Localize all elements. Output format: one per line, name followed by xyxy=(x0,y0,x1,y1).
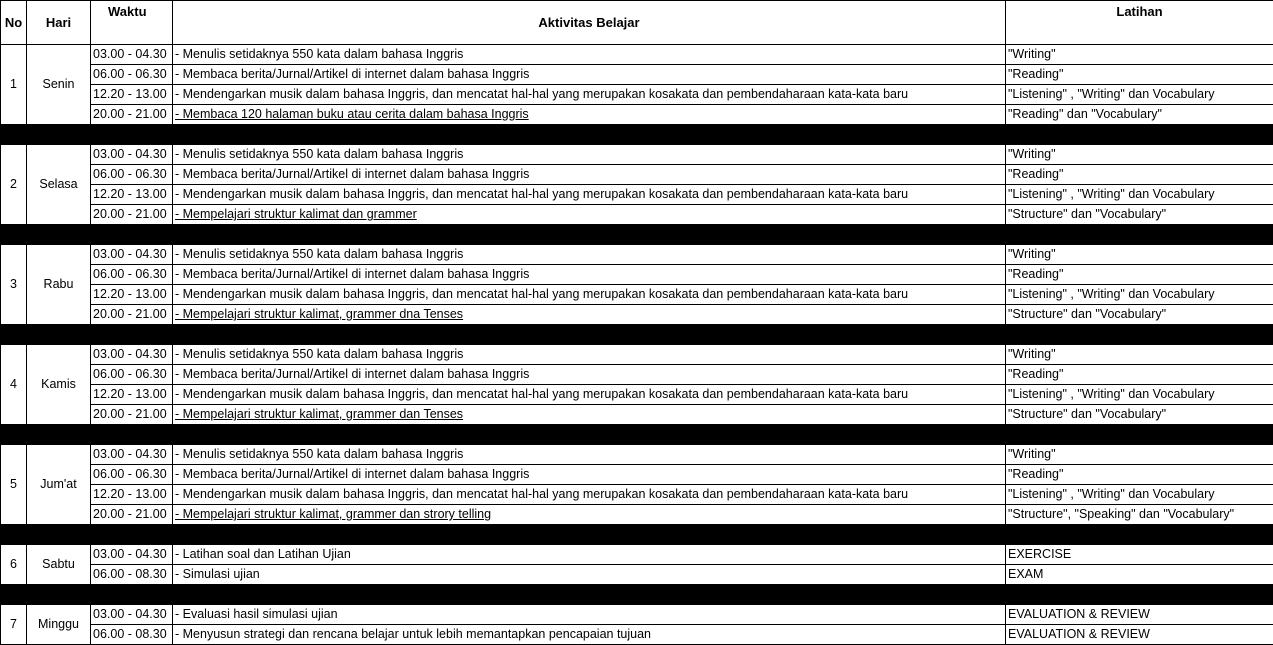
separator-bar xyxy=(1,585,1273,605)
activity-cell: - Membaca berita/Jurnal/Artikel di internet dalam bahasa Inggris xyxy=(173,365,1006,385)
table-row xyxy=(1,485,1273,505)
time-cell: 03.00 - 04.30 xyxy=(91,345,173,365)
exercise-cell: "Reading" xyxy=(1006,165,1273,185)
time-cell: 20.00 - 21.00 xyxy=(91,205,173,225)
table-row xyxy=(1,625,1273,645)
table-row xyxy=(1,445,1273,465)
exercise-cell: "Writing" xyxy=(1006,345,1273,365)
day-number: 3 xyxy=(1,245,27,325)
exercise-cell: "Writing" xyxy=(1006,245,1273,265)
table-row xyxy=(1,205,1273,225)
activity-cell xyxy=(173,205,1006,225)
activity-cell: - Menulis setidaknya 550 kata dalam bahasa Inggris xyxy=(173,245,1006,265)
time-cell: 03.00 - 04.30 xyxy=(91,605,173,625)
table-row xyxy=(1,145,1273,165)
exercise-cell: "Structure" dan "Vocabulary" xyxy=(1006,205,1273,225)
table-row xyxy=(1,265,1273,285)
time-cell: 06.00 - 06.30 xyxy=(91,365,173,385)
day-name: Kamis xyxy=(27,345,91,425)
activity-text: - Mempelajari struktur kalimat, grammer dna Tenses xyxy=(175,307,463,321)
separator-bar xyxy=(1,225,1273,245)
exercise-cell: "Reading" xyxy=(1006,265,1273,285)
header-waktu: Waktu xyxy=(91,1,173,45)
separator-bar xyxy=(1,125,1273,145)
activity-cell: - Membaca berita/Jurnal/Artikel di internet dalam bahasa Inggris xyxy=(173,265,1006,285)
table-row xyxy=(1,545,1273,565)
day-name: Senin xyxy=(27,45,91,125)
activity-cell: - Mendengarkan musik dalam bahasa Inggris, dan mencatat hal-hal yang merupakan kosakata dan pembendaharaan kata-kata baru xyxy=(173,385,1006,405)
exercise-cell: "Listening" , "Writing" dan Vocabulary xyxy=(1006,285,1273,305)
exercise-cell: "Structure", "Speaking" dan "Vocabulary" xyxy=(1006,505,1273,525)
table-row xyxy=(1,285,1273,305)
table-row xyxy=(1,85,1273,105)
day-separator xyxy=(1,225,1273,245)
activity-text: - Membaca 120 halaman buku atau cerita dalam bahasa Inggris xyxy=(175,107,529,121)
day-number: 6 xyxy=(1,545,27,585)
activity-cell: - Membaca berita/Jurnal/Artikel di internet dalam bahasa Inggris xyxy=(173,165,1006,185)
day-separator xyxy=(1,425,1273,445)
activity-cell: - Menyusun strategi dan rencana belajar untuk lebih memantapkan pencapaian tujuan xyxy=(173,625,1006,645)
activity-text: - Mempelajari struktur kalimat dan grammer xyxy=(175,207,417,221)
header-latihan: Latihan xyxy=(1006,1,1273,45)
header-row xyxy=(1,1,1273,45)
activity-cell: - Membaca berita/Jurnal/Artikel di internet dalam bahasa Inggris xyxy=(173,465,1006,485)
day-separator xyxy=(1,125,1273,145)
activity-cell: - Mendengarkan musik dalam bahasa Inggris, dan mencatat hal-hal yang merupakan kosakata dan pembendaharaan kata-kata baru xyxy=(173,85,1006,105)
day-number: 2 xyxy=(1,145,27,225)
time-cell: 20.00 - 21.00 xyxy=(91,105,173,125)
time-cell: 03.00 - 04.30 xyxy=(91,45,173,65)
time-cell: 06.00 - 08.30 xyxy=(91,565,173,585)
separator-bar xyxy=(1,525,1273,545)
day-number: 5 xyxy=(1,445,27,525)
exercise-cell: "Reading" xyxy=(1006,65,1273,85)
activity-cell xyxy=(173,105,1006,125)
exercise-cell: "Listening" , "Writing" dan Vocabulary xyxy=(1006,85,1273,105)
day-separator xyxy=(1,525,1273,545)
time-cell: 06.00 - 06.30 xyxy=(91,465,173,485)
exercise-cell: "Writing" xyxy=(1006,445,1273,465)
table-row xyxy=(1,345,1273,365)
day-number: 4 xyxy=(1,345,27,425)
day-separator xyxy=(1,585,1273,605)
exercise-cell: "Structure" dan "Vocabulary" xyxy=(1006,405,1273,425)
exercise-cell: EXERCISE xyxy=(1006,545,1273,565)
exercise-cell: "Listening" , "Writing" dan Vocabulary xyxy=(1006,485,1273,505)
time-cell: 12.20 - 13.00 xyxy=(91,485,173,505)
time-cell: 03.00 - 04.30 xyxy=(91,545,173,565)
time-cell: 06.00 - 06.30 xyxy=(91,65,173,85)
table-row xyxy=(1,305,1273,325)
day-name: Sabtu xyxy=(27,545,91,585)
activity-text: - Mempelajari struktur kalimat, grammer dan Tenses xyxy=(175,407,463,421)
time-cell: 20.00 - 21.00 xyxy=(91,305,173,325)
exercise-cell: EVALUATION & REVIEW xyxy=(1006,625,1273,645)
activity-cell xyxy=(173,505,1006,525)
time-cell: 20.00 - 21.00 xyxy=(91,505,173,525)
day-name: Selasa xyxy=(27,145,91,225)
header-aktivitas: Aktivitas Belajar xyxy=(173,1,1006,45)
day-name: Rabu xyxy=(27,245,91,325)
activity-cell xyxy=(173,305,1006,325)
day-number: 7 xyxy=(1,605,27,645)
day-separator xyxy=(1,325,1273,345)
activity-cell: - Mendengarkan musik dalam bahasa Inggris, dan mencatat hal-hal yang merupakan kosakata dan pembendaharaan kata-kata baru xyxy=(173,285,1006,305)
table-row xyxy=(1,565,1273,585)
activity-text: - Mempelajari struktur kalimat, grammer dan strory telling xyxy=(175,507,491,521)
time-cell: 20.00 - 21.00 xyxy=(91,405,173,425)
time-cell: 06.00 - 08.30 xyxy=(91,625,173,645)
exercise-cell: "Reading" xyxy=(1006,465,1273,485)
day-number: 1 xyxy=(1,45,27,125)
activity-cell xyxy=(173,405,1006,425)
time-cell: 12.20 - 13.00 xyxy=(91,85,173,105)
header-no: No xyxy=(1,1,27,45)
table-row xyxy=(1,65,1273,85)
time-cell: 12.20 - 13.00 xyxy=(91,285,173,305)
time-cell: 12.20 - 13.00 xyxy=(91,185,173,205)
activity-cell: - Mendengarkan musik dalam bahasa Inggris, dan mencatat hal-hal yang merupakan kosakata dan pembendaharaan kata-kata baru xyxy=(173,185,1006,205)
schedule-body xyxy=(1,45,1273,645)
table-row xyxy=(1,405,1273,425)
table-row xyxy=(1,185,1273,205)
day-name: Minggu xyxy=(27,605,91,645)
activity-cell: - Latihan soal dan Latihan Ujian xyxy=(173,545,1006,565)
table-row xyxy=(1,165,1273,185)
exercise-cell: EXAM xyxy=(1006,565,1273,585)
activity-cell: - Membaca berita/Jurnal/Artikel di internet dalam bahasa Inggris xyxy=(173,65,1006,85)
separator-bar xyxy=(1,425,1273,445)
exercise-cell: "Listening" , "Writing" dan Vocabulary xyxy=(1006,185,1273,205)
activity-cell: - Mendengarkan musik dalam bahasa Inggris, dan mencatat hal-hal yang merupakan kosakata dan pembendaharaan kata-kata baru xyxy=(173,485,1006,505)
table-row xyxy=(1,365,1273,385)
separator-bar xyxy=(1,325,1273,345)
table-row xyxy=(1,465,1273,485)
header-hari: Hari xyxy=(27,1,91,45)
day-name: Jum'at xyxy=(27,445,91,525)
exercise-cell: EVALUATION & REVIEW xyxy=(1006,605,1273,625)
activity-cell: - Menulis setidaknya 550 kata dalam bahasa Inggris xyxy=(173,145,1006,165)
exercise-cell: "Structure" dan "Vocabulary" xyxy=(1006,305,1273,325)
table-row xyxy=(1,45,1273,65)
table-row xyxy=(1,105,1273,125)
table-row xyxy=(1,605,1273,625)
table-row xyxy=(1,245,1273,265)
exercise-cell: "Writing" xyxy=(1006,45,1273,65)
exercise-cell: "Writing" xyxy=(1006,145,1273,165)
time-cell: 06.00 - 06.30 xyxy=(91,165,173,185)
time-cell: 03.00 - 04.30 xyxy=(91,445,173,465)
time-cell: 03.00 - 04.30 xyxy=(91,145,173,165)
activity-cell: - Menulis setidaknya 550 kata dalam bahasa Inggris xyxy=(173,445,1006,465)
activity-cell: - Simulasi ujian xyxy=(173,565,1006,585)
activity-cell: - Menulis setidaknya 550 kata dalam bahasa Inggris xyxy=(173,45,1006,65)
table-row xyxy=(1,385,1273,405)
time-cell: 12.20 - 13.00 xyxy=(91,385,173,405)
exercise-cell: "Reading" xyxy=(1006,365,1273,385)
exercise-cell: "Listening" , "Writing" dan Vocabulary xyxy=(1006,385,1273,405)
time-cell: 03.00 - 04.30 xyxy=(91,245,173,265)
activity-cell: - Menulis setidaknya 550 kata dalam bahasa Inggris xyxy=(173,345,1006,365)
time-cell: 06.00 - 06.30 xyxy=(91,265,173,285)
activity-cell: - Evaluasi hasil simulasi ujian xyxy=(173,605,1006,625)
table-row xyxy=(1,505,1273,525)
exercise-cell: "Reading" dan "Vocabulary" xyxy=(1006,105,1273,125)
